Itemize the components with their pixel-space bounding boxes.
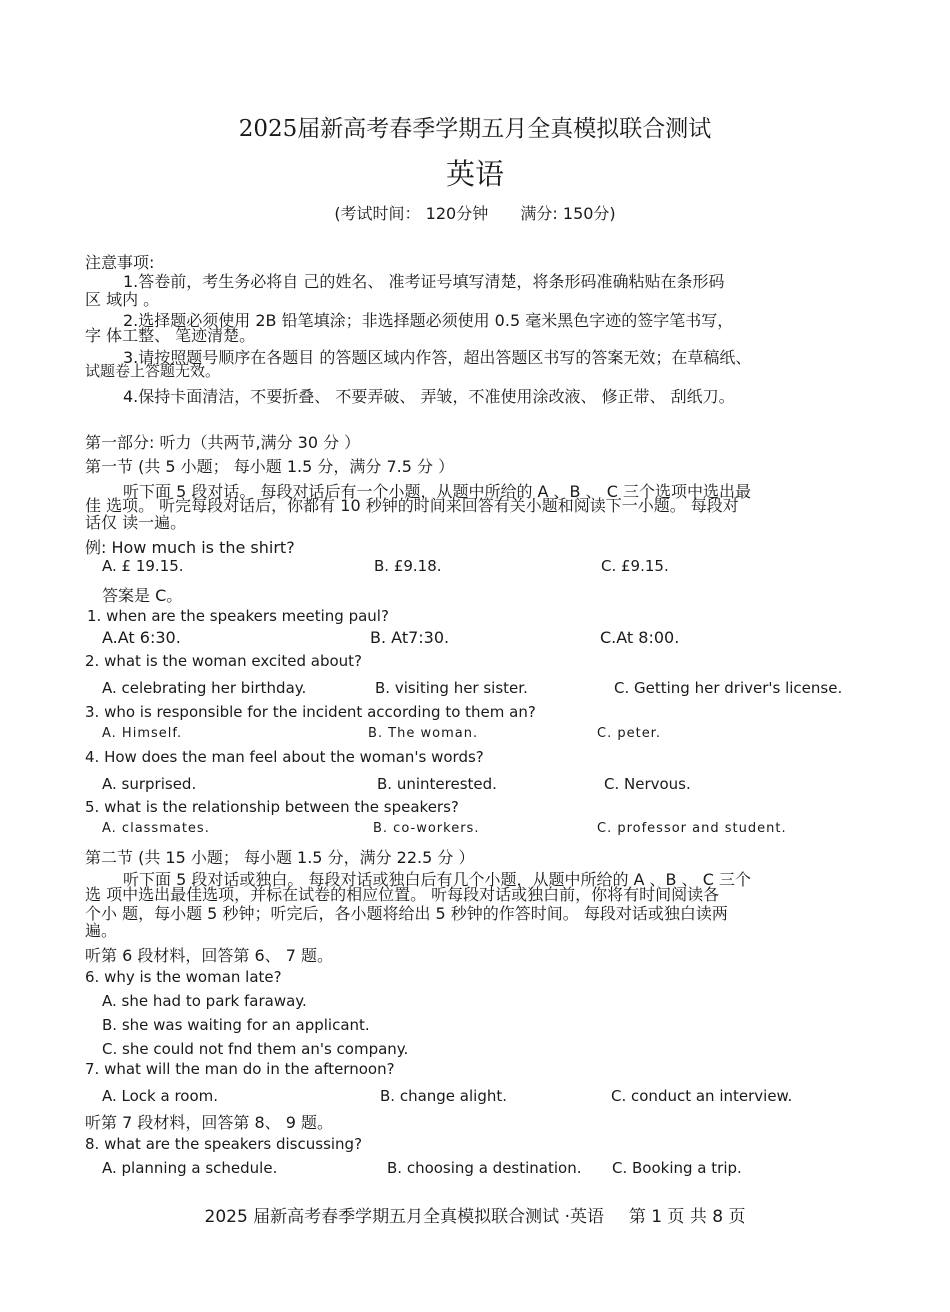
- full-score-value: 150分): [562, 204, 616, 223]
- part1-heading: 第一部分: 听力（共两节,满分 30 分 ）: [85, 433, 361, 452]
- q4-option-a: A. surprised.: [102, 775, 197, 793]
- q5-text: 5. what is the relationship between the speakers?: [85, 798, 459, 816]
- page-footer: [0, 1202, 950, 1227]
- section1-heading: 第一节 (共 5 小题； 每小题 1.5 分，满分 7.5 分 ）: [85, 457, 455, 476]
- section2-instr-a: 听下面 5 段对话或独白。 每段对话或独白后有几个小题，从题中所给的 A 、B 、 C 三个: [123, 870, 751, 889]
- q6-option-a: A. she had to park faraway.: [102, 992, 307, 1010]
- note-3-line-a: 3.请按照题号顺序在各题目 的答题区域内作答，超出答题区书写的答案无效；在草稿纸、: [123, 348, 752, 367]
- q7-option-c: C. conduct an interview.: [611, 1087, 793, 1105]
- exam-time-label: (考试时间：: [334, 204, 421, 223]
- q3-text: 3. who is responsible for the incident according to them an?: [85, 703, 536, 721]
- q3-option-a: A. Himself.: [102, 726, 183, 741]
- exam-info: [0, 201, 950, 224]
- q8-text: 8. what are the speakers discussing?: [85, 1135, 363, 1153]
- q3-option-b: B. The woman.: [368, 726, 479, 741]
- example-option-c: C. £9.15.: [601, 557, 669, 575]
- notes-heading: 注意事项:: [85, 253, 155, 272]
- q8-option-c: C. Booking a trip.: [612, 1159, 742, 1177]
- q4-option-c: C. Nervous.: [604, 775, 691, 793]
- q1-option-a: A.At 6:30.: [102, 628, 181, 647]
- section2-heading: 第二节 (共 15 小题； 每小题 1.5 分，满分 22.5 分 ）: [85, 848, 475, 867]
- example-option-b: B. £9.18.: [374, 557, 442, 575]
- note-1-line-b: 区 域内 。: [85, 290, 160, 309]
- q4-text: 4. How does the man feel about the woman's words?: [85, 748, 484, 766]
- note-4: 4.保持卡面清洁，不要折叠、 不要弄破、 弄皱，不准使用涂改液、 修正带、 刮纸刀。: [123, 387, 735, 406]
- section2-instr-c: 个小 题，每小题 5 秒钟；听完后，各小题将给出 5 秒钟的作答时间。 每段对话或独白读两: [85, 904, 728, 923]
- q4-option-b: B. uninterested.: [377, 775, 497, 793]
- example-option-a: A. £ 19.15.: [102, 557, 184, 575]
- footer-exam-name: 2025 届新高考春季学期五月全真模拟联合测试 ·英语: [204, 1207, 604, 1227]
- note-2-line-a: 2.选择题必须使用 2B 铅笔填涂；非选择题必须使用 0.5 毫米黑色字迹的签字笔书写，: [123, 311, 734, 330]
- material-6-heading: 听第 6 段材料，回答第 6、 7 题。: [85, 946, 333, 965]
- q2-option-a: A. celebrating her birthday.: [102, 679, 307, 697]
- full-score-label: 满分:: [520, 204, 558, 223]
- example-question: 例: How much is the shirt?: [85, 538, 295, 557]
- q6-option-c: C. she could not fnd them an's company.: [102, 1040, 409, 1058]
- material-7-heading: 听第 7 段材料，回答第 8、 9 题。: [85, 1113, 333, 1132]
- q5-option-b: B. co-workers.: [373, 821, 480, 836]
- q2-option-b: B. visiting her sister.: [375, 679, 528, 697]
- q7-text: 7. what will the man do in the afternoon?: [85, 1060, 395, 1078]
- example-answer: 答案是 C。: [102, 586, 183, 605]
- note-3-line-b: 试题卷上答题无效。: [85, 362, 221, 380]
- q6-text: 6. why is the woman late?: [85, 968, 282, 986]
- q1-option-b: B. At7:30.: [370, 628, 450, 647]
- q5-option-c: C. professor and student.: [597, 821, 787, 836]
- subject-title: 英语: [445, 157, 504, 191]
- q7-option-b: B. change alight.: [380, 1087, 508, 1105]
- exam-time-value: 120分钟: [425, 204, 489, 223]
- q1-text: 1. when are the speakers meeting paul?: [87, 607, 389, 625]
- q8-option-a: A. planning a schedule.: [102, 1159, 278, 1177]
- footer-page-number: 第 1 页 共 8 页: [628, 1207, 746, 1227]
- section1-instr-b: 佳 选项。 听完每段对话后，你都有 10 秒钟的时间来回答有关小题和阅读下一小题。 每段对: [85, 496, 739, 515]
- q2-text: 2. what is the woman excited about?: [85, 652, 362, 670]
- section2-instr-b: 选 项中选出最佳选项，并标在试卷的相应位置。 听每段对话或独白前，你将有时间阅读各: [85, 885, 720, 904]
- q7-option-a: A. Lock a room.: [102, 1087, 219, 1105]
- q5-option-a: A. classmates.: [102, 821, 210, 836]
- section2-instr-d: 遍。: [85, 921, 118, 940]
- exam-title: 2025届新高考春季学期五月全真模拟联合测试: [238, 116, 712, 142]
- q8-option-b: B. choosing a destination.: [387, 1159, 582, 1177]
- q1-option-c: C.At 8:00.: [600, 628, 680, 647]
- q6-option-b: B. she was waiting for an applicant.: [102, 1016, 370, 1034]
- q2-option-c: C. Getting her driver's license.: [614, 679, 843, 697]
- section1-instr-a: 听下面 5 段对话。 每段对话后有一个小题，从题中所给的 A 、B 、 C 三个选项中选出最: [123, 482, 751, 501]
- note-2-line-b: 字 体工整、 笔迹清楚。: [85, 326, 256, 345]
- q3-option-c: C. peter.: [597, 726, 661, 741]
- section1-instr-c: 话仅 读一遍。: [85, 513, 187, 532]
- note-1-line-a: 1.答卷前，考生务必将自 己的姓名、 准考证号填写清楚，将条形码准确粘贴在条形码: [123, 272, 725, 291]
